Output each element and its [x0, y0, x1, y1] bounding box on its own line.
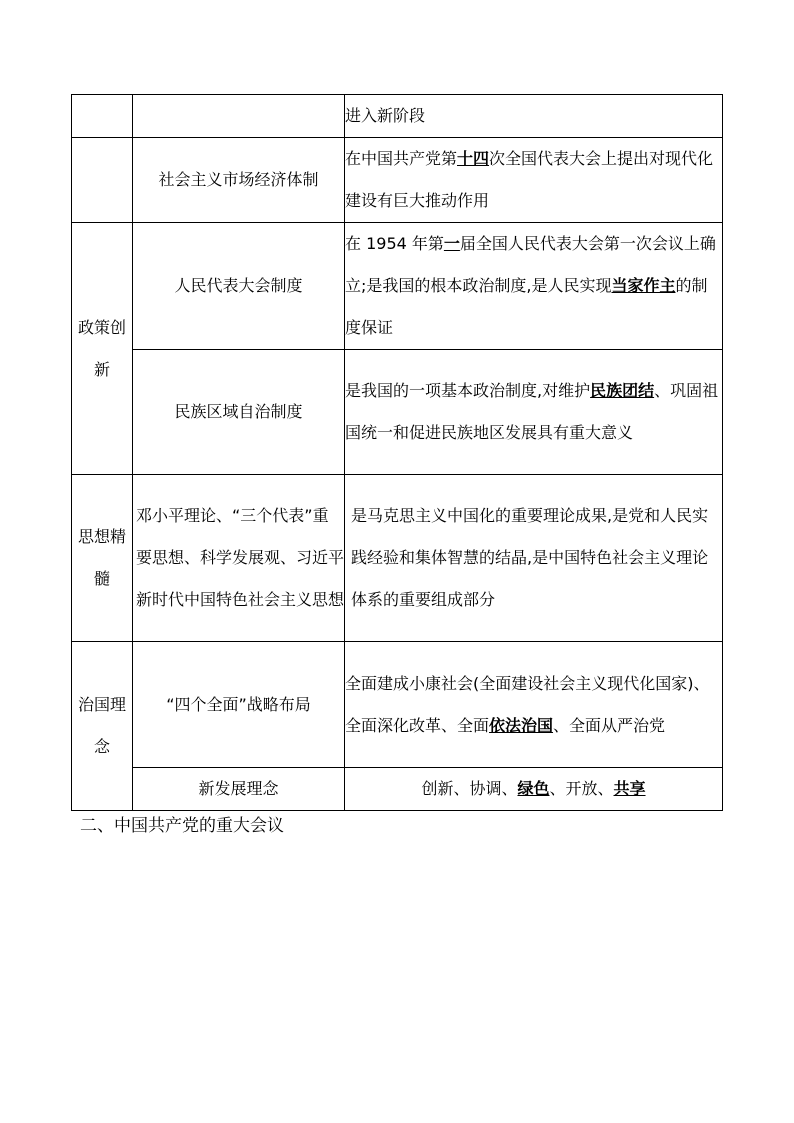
- section-heading: 二、中国共产党的重大会议: [80, 816, 284, 836]
- item-name-cell: 新发展理念: [133, 768, 345, 811]
- item-name-cell: 社会主义市场经济体制: [133, 138, 345, 223]
- keyword: 绿色: [517, 779, 550, 798]
- desc-text: 、巩固祖国统一和促进民族地区发展具有重大意义: [345, 381, 719, 442]
- table-row: [72, 350, 723, 475]
- table-row: [72, 475, 723, 642]
- item-name-cell: [133, 95, 345, 138]
- summary-table: [71, 94, 723, 811]
- table-row: [72, 138, 723, 223]
- category-cell: 思想精髓: [72, 475, 133, 642]
- keyword: 当家作主: [611, 276, 676, 295]
- item-desc-cell: [345, 642, 723, 768]
- item-name-cell: 邓小平理论、“三个代表”重要思想、科学发展观、习近平新时代中国特色社会主义思想: [133, 475, 345, 642]
- category-cell-empty: [72, 95, 133, 138]
- desc-text: 届全国人民代表大会第一次会议上确立;是我国的根本政治制度,是人民实现: [345, 234, 716, 295]
- keyword: 一: [443, 234, 460, 253]
- keyword: 民族团结: [590, 381, 655, 400]
- keyword: 共享: [613, 779, 646, 798]
- desc-text: 全面建成小康社会(全面建设社会主义现代化国家)、全面深化改革、全面: [345, 673, 710, 735]
- category-cell: 政策创新: [72, 223, 133, 475]
- desc-text: 是我国的一项基本政治制度,对维护: [345, 381, 591, 400]
- desc-text: 创新、协调、: [421, 779, 518, 798]
- item-desc-cell: [345, 223, 723, 350]
- table-row: [72, 95, 723, 138]
- desc-text: 在中国共产党第: [345, 149, 458, 168]
- item-desc-cell: [345, 138, 723, 223]
- table-row: [72, 223, 723, 350]
- category-cell-empty: [72, 138, 133, 223]
- category-cell: 治国理念: [72, 642, 133, 811]
- item-desc-cell: 进入新阶段: [345, 95, 723, 138]
- keyword: 依法治国: [489, 715, 554, 735]
- item-name-cell: 人民代表大会制度: [133, 223, 345, 350]
- item-desc-cell: 是马克思主义中国化的重要理论成果,是党和人民实践经验和集体智慧的结晶,是中国特色社会主义理论体系的重要组成部分: [345, 475, 723, 642]
- desc-text: 、开放、: [549, 779, 614, 798]
- desc-text: 在 1954 年第: [345, 234, 444, 253]
- table-row: [72, 768, 723, 811]
- desc-text: 次全国代表大会上提出对现代化建设有巨大推动作用: [345, 149, 714, 210]
- item-desc-cell: [345, 768, 723, 811]
- desc-text: 、全面从严治党: [553, 715, 666, 735]
- item-desc-cell: [345, 350, 723, 475]
- table-row: [72, 642, 723, 768]
- keyword: 十四: [457, 149, 490, 168]
- item-name-cell: “四个全面”战略布局: [133, 642, 345, 768]
- item-name-cell: 民族区域自治制度: [133, 350, 345, 475]
- desc-text: 的制度保证: [345, 276, 708, 337]
